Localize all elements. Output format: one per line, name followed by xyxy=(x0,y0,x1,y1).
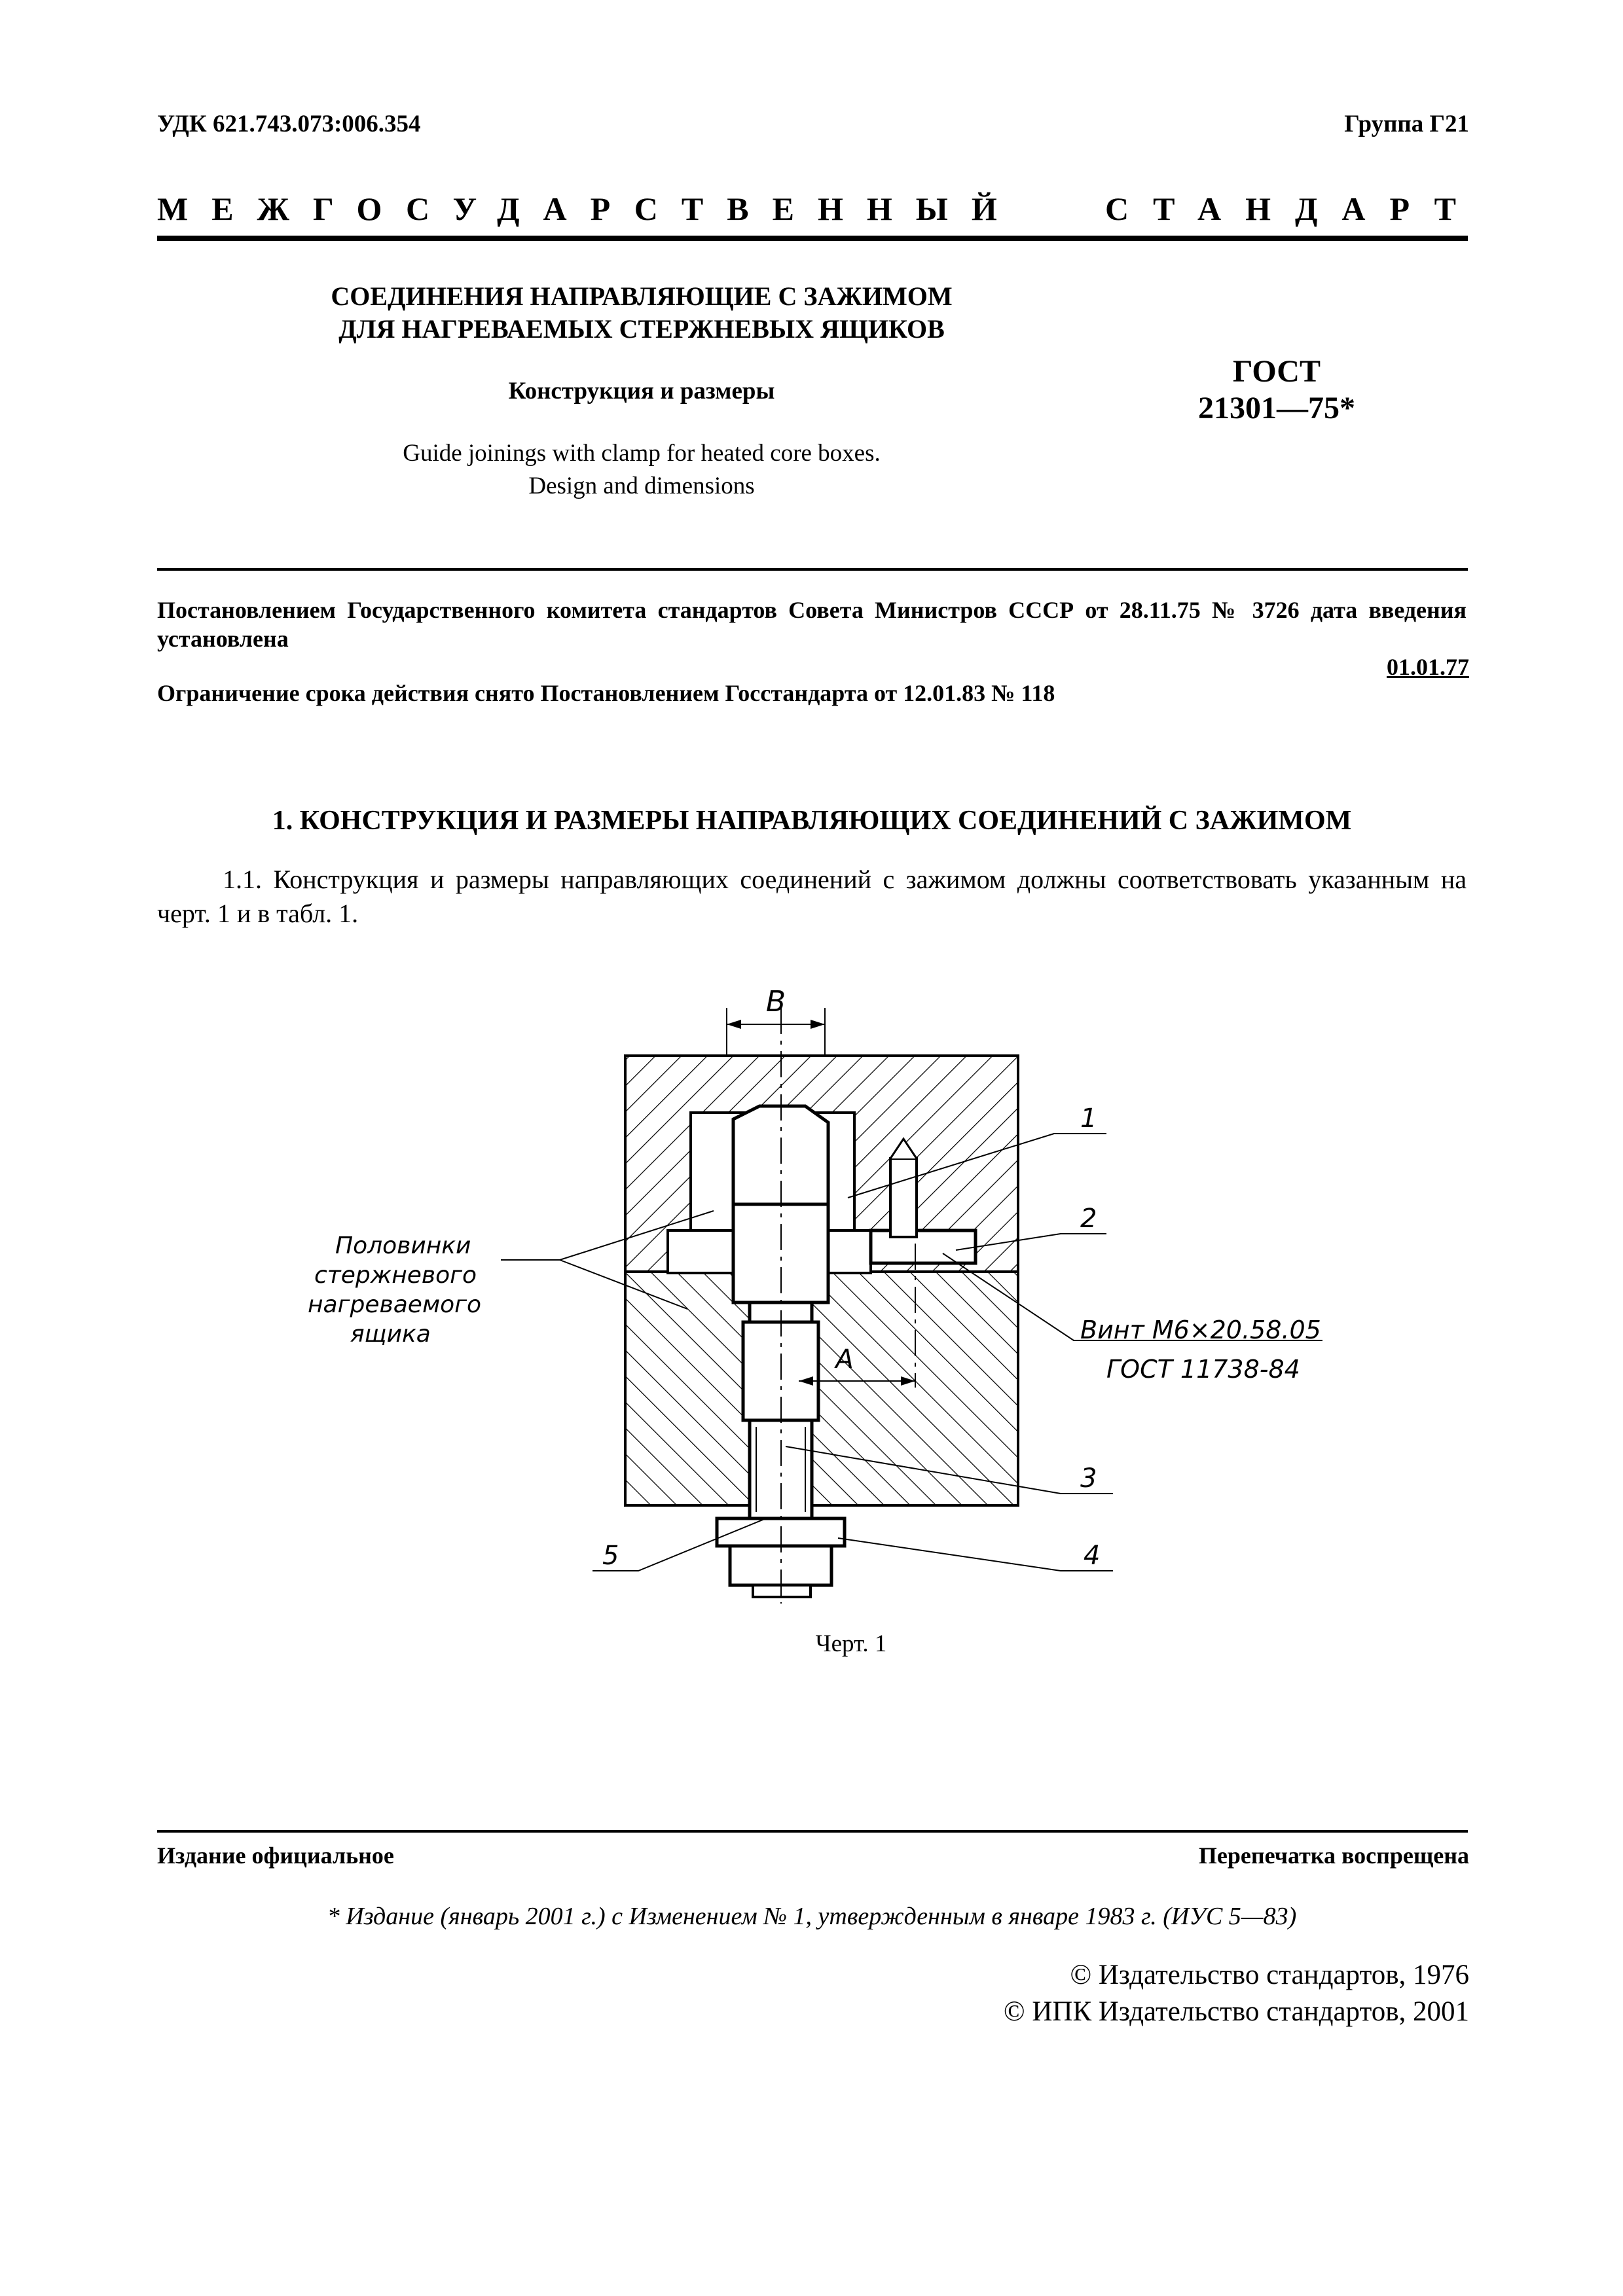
header-rule xyxy=(157,236,1468,241)
clamp xyxy=(871,1230,976,1263)
halves-label-1: Половинки xyxy=(335,1232,471,1259)
halves-label-4: ящика xyxy=(350,1321,431,1348)
title-line-2: ДЛЯ НАГРЕВАЕМЫХ СТЕРЖНЕВЫХ ЯЩИКОВ xyxy=(338,314,945,344)
decree-text: Постановлением Государственного комитета стандартов Совета Министров СССР от 28.11.75 № 3726 дата введения установлена xyxy=(157,597,1467,652)
drawing-guide-joint xyxy=(262,975,1375,1610)
dim-b-label: B xyxy=(765,985,786,1018)
lower-box-half xyxy=(625,1272,1018,1505)
banner-word-2: СТАНДАРТ xyxy=(1105,190,1480,227)
official-edition: Издание официальное xyxy=(157,1842,394,1869)
copyright-1: © Издательство стандартов, 1976 xyxy=(1070,1960,1469,1990)
decree-rule xyxy=(157,568,1468,571)
dim-a-label: A xyxy=(835,1344,854,1374)
gost-number: 21301—75* xyxy=(1198,391,1355,425)
callout-4: 4 xyxy=(1084,1541,1101,1571)
effective-date: 01.01.77 xyxy=(1387,654,1469,680)
reprint-prohibited: Перепечатка воспрещена xyxy=(1198,1842,1469,1869)
screw-label-1: Винт М6×20.58.05 xyxy=(1080,1316,1321,1344)
section-paragraph xyxy=(157,863,1467,931)
edition-note: * Издание (январь 2001 г.) с Изменением № 1, утвержденным в январе 1983 г. (ИУС 5—83) xyxy=(327,1903,1297,1930)
limitation-text: Ограничение срока действия снято Постановлением Госстандарта от 12.01.83 № 118 xyxy=(157,680,1055,706)
title-line-1: СОЕДИНЕНИЯ НАПРАВЛЯЮЩИЕ С ЗАЖИМОМ xyxy=(331,281,953,311)
screw xyxy=(890,1158,917,1237)
callout-1: 1 xyxy=(1080,1103,1097,1134)
halves-label-2: стержневого xyxy=(314,1262,477,1289)
udk-code: УДК 621.743.073:006.354 xyxy=(157,111,421,137)
figure-caption: Черт. 1 xyxy=(815,1630,887,1657)
english-title-line-2: Design and dimensions xyxy=(528,473,755,499)
gost-label: ГОСТ xyxy=(1233,354,1321,389)
halves-label-3: нагреваемого xyxy=(308,1291,482,1318)
footer-rule xyxy=(157,1830,1468,1833)
screw-label-2: ГОСТ 11738-84 xyxy=(1106,1355,1300,1384)
english-title-line-1: Guide joinings with clamp for heated core boxes. xyxy=(403,440,881,467)
copyright-2: © ИПК Издательство стандартов, 2001 xyxy=(1003,1996,1469,2027)
section-heading: 1. КОНСТРУКЦИЯ И РАЗМЕРЫ НАПРАВЛЯЮЩИХ СОЕДИНЕНИЙ С ЗАЖИМОМ xyxy=(272,806,1352,836)
subtitle: Конструкция и размеры xyxy=(508,378,775,404)
group-code: Группа Г21 xyxy=(1344,111,1469,137)
callout-5: 5 xyxy=(602,1541,619,1571)
banner-word-1: МЕЖГОСУДАРСТВЕННЫЙ xyxy=(157,190,1021,227)
callout-2: 2 xyxy=(1080,1204,1097,1234)
paragraph-text: 1.1. Конструкция и размеры направляющих соединений с зажимом должны соответствовать указанным на черт. 1 и в табл. 1. xyxy=(157,865,1467,928)
callout-3: 3 xyxy=(1080,1463,1097,1494)
